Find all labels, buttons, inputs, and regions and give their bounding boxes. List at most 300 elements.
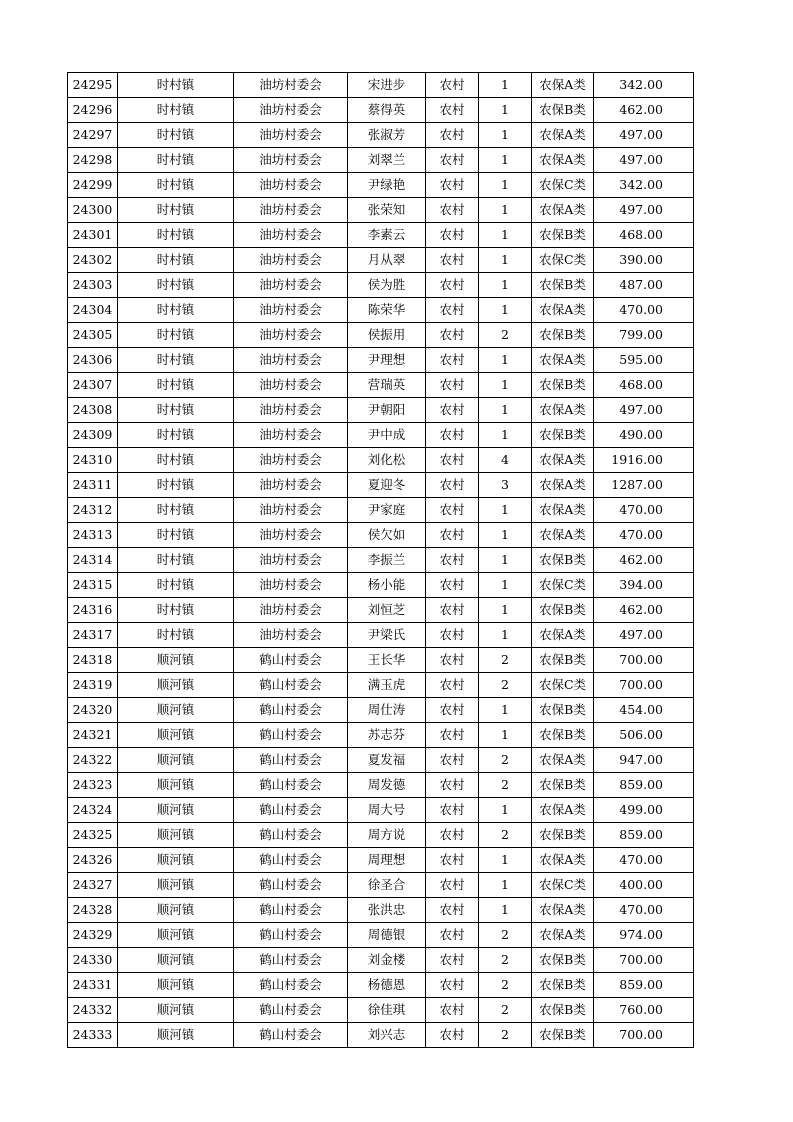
record-id-cell: 24328 <box>68 898 118 923</box>
household-count-cell: 2 <box>479 673 532 698</box>
record-id-cell: 24311 <box>68 473 118 498</box>
household-count-cell: 1 <box>479 698 532 723</box>
village-committee-cell: 鹤山村委会 <box>234 698 348 723</box>
name-cell: 侯为胜 <box>348 273 426 298</box>
town-cell: 时村镇 <box>118 248 234 273</box>
table-row <box>68 898 694 923</box>
town-cell: 时村镇 <box>118 398 234 423</box>
name-cell: 张淑芳 <box>348 123 426 148</box>
household-count-cell: 1 <box>479 623 532 648</box>
record-id-cell: 24326 <box>68 848 118 873</box>
town-cell: 顺河镇 <box>118 823 234 848</box>
area-type-cell: 农村 <box>426 723 479 748</box>
name-cell: 尹理想 <box>348 348 426 373</box>
name-cell: 徐佳琪 <box>348 998 426 1023</box>
amount-cell: 462.00 <box>594 98 694 123</box>
insurance-category-cell: 农保B类 <box>532 723 594 748</box>
area-type-cell: 农村 <box>426 98 479 123</box>
amount-cell: 390.00 <box>594 248 694 273</box>
village-committee-cell: 鹤山村委会 <box>234 1023 348 1048</box>
household-count-cell: 2 <box>479 998 532 1023</box>
area-type-cell: 农村 <box>426 198 479 223</box>
amount-cell: 700.00 <box>594 648 694 673</box>
name-cell: 周方说 <box>348 823 426 848</box>
record-id-cell: 24333 <box>68 1023 118 1048</box>
village-committee-cell: 油坊村委会 <box>234 473 348 498</box>
table-row <box>68 923 694 948</box>
record-id-cell: 24314 <box>68 548 118 573</box>
amount-cell: 1287.00 <box>594 473 694 498</box>
insurance-category-cell: 农保A类 <box>532 898 594 923</box>
village-committee-cell: 油坊村委会 <box>234 273 348 298</box>
household-count-cell: 1 <box>479 898 532 923</box>
name-cell: 张洪忠 <box>348 898 426 923</box>
record-id-cell: 24301 <box>68 223 118 248</box>
name-cell: 杨小能 <box>348 573 426 598</box>
record-id-cell: 24319 <box>68 673 118 698</box>
area-type-cell: 农村 <box>426 398 479 423</box>
town-cell: 顺河镇 <box>118 723 234 748</box>
amount-cell: 700.00 <box>594 673 694 698</box>
insurance-category-cell: 农保A类 <box>532 748 594 773</box>
insurance-category-cell: 农保A类 <box>532 148 594 173</box>
name-cell: 尹绿艳 <box>348 173 426 198</box>
town-cell: 顺河镇 <box>118 748 234 773</box>
table-row <box>68 273 694 298</box>
area-type-cell: 农村 <box>426 448 479 473</box>
insurance-category-cell: 农保B类 <box>532 998 594 1023</box>
amount-cell: 487.00 <box>594 273 694 298</box>
household-count-cell: 1 <box>479 223 532 248</box>
record-id-cell: 24307 <box>68 373 118 398</box>
village-committee-cell: 油坊村委会 <box>234 173 348 198</box>
village-committee-cell: 鹤山村委会 <box>234 973 348 998</box>
village-committee-cell: 油坊村委会 <box>234 448 348 473</box>
name-cell: 尹梁氏 <box>348 623 426 648</box>
village-committee-cell: 鹤山村委会 <box>234 798 348 823</box>
amount-cell: 454.00 <box>594 698 694 723</box>
name-cell: 月从翠 <box>348 248 426 273</box>
record-id-cell: 24306 <box>68 348 118 373</box>
record-id-cell: 24313 <box>68 523 118 548</box>
household-count-cell: 2 <box>479 648 532 673</box>
amount-cell: 394.00 <box>594 573 694 598</box>
town-cell: 顺河镇 <box>118 898 234 923</box>
name-cell: 尹朝阳 <box>348 398 426 423</box>
record-id-cell: 24317 <box>68 623 118 648</box>
village-committee-cell: 油坊村委会 <box>234 198 348 223</box>
amount-cell: 400.00 <box>594 873 694 898</box>
record-id-cell: 24300 <box>68 198 118 223</box>
record-id-cell: 24304 <box>68 298 118 323</box>
amount-cell: 468.00 <box>594 373 694 398</box>
name-cell: 李素云 <box>348 223 426 248</box>
village-committee-cell: 鹤山村委会 <box>234 998 348 1023</box>
records-body <box>68 73 694 1048</box>
record-id-cell: 24331 <box>68 973 118 998</box>
name-cell: 周理想 <box>348 848 426 873</box>
village-committee-cell: 油坊村委会 <box>234 148 348 173</box>
table-row <box>68 98 694 123</box>
table-row <box>68 323 694 348</box>
record-id-cell: 24302 <box>68 248 118 273</box>
amount-cell: 497.00 <box>594 398 694 423</box>
area-type-cell: 农村 <box>426 373 479 398</box>
area-type-cell: 农村 <box>426 923 479 948</box>
household-count-cell: 1 <box>479 873 532 898</box>
table-row <box>68 973 694 998</box>
record-id-cell: 24316 <box>68 598 118 623</box>
village-committee-cell: 鹤山村委会 <box>234 723 348 748</box>
insurance-category-cell: 农保B类 <box>532 648 594 673</box>
household-count-cell: 1 <box>479 298 532 323</box>
village-committee-cell: 油坊村委会 <box>234 573 348 598</box>
village-committee-cell: 油坊村委会 <box>234 598 348 623</box>
insurance-category-cell: 农保A类 <box>532 848 594 873</box>
table-row <box>68 548 694 573</box>
table-row <box>68 473 694 498</box>
record-id-cell: 24295 <box>68 73 118 98</box>
town-cell: 时村镇 <box>118 548 234 573</box>
household-count-cell: 3 <box>479 473 532 498</box>
amount-cell: 470.00 <box>594 298 694 323</box>
name-cell: 刘翠兰 <box>348 148 426 173</box>
insurance-category-cell: 农保A类 <box>532 498 594 523</box>
area-type-cell: 农村 <box>426 273 479 298</box>
household-count-cell: 2 <box>479 973 532 998</box>
record-id-cell: 24329 <box>68 923 118 948</box>
name-cell: 满玉虎 <box>348 673 426 698</box>
town-cell: 时村镇 <box>118 323 234 348</box>
table-row <box>68 523 694 548</box>
village-committee-cell: 鹤山村委会 <box>234 673 348 698</box>
insurance-category-cell: 农保C类 <box>532 673 594 698</box>
table-row <box>68 423 694 448</box>
area-type-cell: 农村 <box>426 873 479 898</box>
table-row <box>68 823 694 848</box>
insurance-category-cell: 农保B类 <box>532 98 594 123</box>
town-cell: 时村镇 <box>118 223 234 248</box>
village-committee-cell: 鹤山村委会 <box>234 823 348 848</box>
town-cell: 顺河镇 <box>118 773 234 798</box>
amount-cell: 700.00 <box>594 948 694 973</box>
household-count-cell: 1 <box>479 123 532 148</box>
amount-cell: 595.00 <box>594 348 694 373</box>
name-cell: 王长华 <box>348 648 426 673</box>
table-row <box>68 573 694 598</box>
town-cell: 时村镇 <box>118 473 234 498</box>
village-committee-cell: 油坊村委会 <box>234 373 348 398</box>
amount-cell: 1916.00 <box>594 448 694 473</box>
household-count-cell: 1 <box>479 148 532 173</box>
insurance-category-cell: 农保A类 <box>532 798 594 823</box>
insurance-category-cell: 农保B类 <box>532 548 594 573</box>
insurance-category-cell: 农保B类 <box>532 323 594 348</box>
insurance-category-cell: 农保A类 <box>532 923 594 948</box>
area-type-cell: 农村 <box>426 573 479 598</box>
record-id-cell: 24299 <box>68 173 118 198</box>
table-row <box>68 223 694 248</box>
household-count-cell: 1 <box>479 548 532 573</box>
household-count-cell: 1 <box>479 498 532 523</box>
insurance-category-cell: 农保B类 <box>532 1023 594 1048</box>
town-cell: 时村镇 <box>118 623 234 648</box>
town-cell: 时村镇 <box>118 198 234 223</box>
table-row <box>68 723 694 748</box>
household-count-cell: 1 <box>479 423 532 448</box>
name-cell: 宋进步 <box>348 73 426 98</box>
town-cell: 时村镇 <box>118 573 234 598</box>
name-cell: 周大号 <box>348 798 426 823</box>
record-id-cell: 24310 <box>68 448 118 473</box>
record-id-cell: 24297 <box>68 123 118 148</box>
insurance-category-cell: 农保A类 <box>532 123 594 148</box>
village-committee-cell: 油坊村委会 <box>234 498 348 523</box>
amount-cell: 700.00 <box>594 1023 694 1048</box>
table-row <box>68 673 694 698</box>
town-cell: 时村镇 <box>118 598 234 623</box>
table-row <box>68 698 694 723</box>
table-row <box>68 648 694 673</box>
insurance-category-cell: 农保A类 <box>532 348 594 373</box>
record-id-cell: 24325 <box>68 823 118 848</box>
village-committee-cell: 油坊村委会 <box>234 123 348 148</box>
household-count-cell: 1 <box>479 173 532 198</box>
record-id-cell: 24303 <box>68 273 118 298</box>
household-count-cell: 1 <box>479 348 532 373</box>
household-count-cell: 2 <box>479 748 532 773</box>
town-cell: 时村镇 <box>118 298 234 323</box>
household-count-cell: 1 <box>479 73 532 98</box>
village-committee-cell: 油坊村委会 <box>234 248 348 273</box>
town-cell: 顺河镇 <box>118 998 234 1023</box>
area-type-cell: 农村 <box>426 698 479 723</box>
household-count-cell: 1 <box>479 398 532 423</box>
area-type-cell: 农村 <box>426 748 479 773</box>
record-id-cell: 24312 <box>68 498 118 523</box>
amount-cell: 468.00 <box>594 223 694 248</box>
area-type-cell: 农村 <box>426 623 479 648</box>
amount-cell: 799.00 <box>594 323 694 348</box>
table-row <box>68 873 694 898</box>
village-committee-cell: 鹤山村委会 <box>234 948 348 973</box>
amount-cell: 947.00 <box>594 748 694 773</box>
amount-cell: 470.00 <box>594 898 694 923</box>
town-cell: 顺河镇 <box>118 1023 234 1048</box>
record-id-cell: 24315 <box>68 573 118 598</box>
village-committee-cell: 鹤山村委会 <box>234 773 348 798</box>
amount-cell: 497.00 <box>594 623 694 648</box>
household-count-cell: 1 <box>479 248 532 273</box>
area-type-cell: 农村 <box>426 673 479 698</box>
area-type-cell: 农村 <box>426 598 479 623</box>
household-count-cell: 1 <box>479 848 532 873</box>
town-cell: 时村镇 <box>118 123 234 148</box>
town-cell: 顺河镇 <box>118 873 234 898</box>
town-cell: 顺河镇 <box>118 848 234 873</box>
records-table <box>67 72 694 1048</box>
record-id-cell: 24298 <box>68 148 118 173</box>
amount-cell: 490.00 <box>594 423 694 448</box>
area-type-cell: 农村 <box>426 998 479 1023</box>
name-cell: 刘恒芝 <box>348 598 426 623</box>
village-committee-cell: 油坊村委会 <box>234 223 348 248</box>
area-type-cell: 农村 <box>426 223 479 248</box>
table-row <box>68 948 694 973</box>
insurance-category-cell: 农保A类 <box>532 398 594 423</box>
insurance-category-cell: 农保B类 <box>532 598 594 623</box>
town-cell: 顺河镇 <box>118 923 234 948</box>
village-committee-cell: 鹤山村委会 <box>234 648 348 673</box>
record-id-cell: 24327 <box>68 873 118 898</box>
amount-cell: 497.00 <box>594 148 694 173</box>
table-row <box>68 348 694 373</box>
amount-cell: 342.00 <box>594 73 694 98</box>
insurance-category-cell: 农保C类 <box>532 248 594 273</box>
insurance-category-cell: 农保B类 <box>532 698 594 723</box>
village-committee-cell: 油坊村委会 <box>234 523 348 548</box>
household-count-cell: 1 <box>479 373 532 398</box>
name-cell: 周发德 <box>348 773 426 798</box>
name-cell: 刘金楼 <box>348 948 426 973</box>
amount-cell: 506.00 <box>594 723 694 748</box>
amount-cell: 974.00 <box>594 923 694 948</box>
record-id-cell: 24332 <box>68 998 118 1023</box>
name-cell: 侯振用 <box>348 323 426 348</box>
record-id-cell: 24321 <box>68 723 118 748</box>
village-committee-cell: 鹤山村委会 <box>234 748 348 773</box>
record-id-cell: 24324 <box>68 798 118 823</box>
name-cell: 夏发福 <box>348 748 426 773</box>
insurance-category-cell: 农保C类 <box>532 573 594 598</box>
insurance-category-cell: 农保A类 <box>532 623 594 648</box>
record-id-cell: 24320 <box>68 698 118 723</box>
insurance-category-cell: 农保A类 <box>532 523 594 548</box>
insurance-category-cell: 农保B类 <box>532 273 594 298</box>
record-id-cell: 24323 <box>68 773 118 798</box>
name-cell: 刘兴志 <box>348 1023 426 1048</box>
area-type-cell: 农村 <box>426 148 479 173</box>
area-type-cell: 农村 <box>426 1023 479 1048</box>
village-committee-cell: 鹤山村委会 <box>234 923 348 948</box>
name-cell: 徐圣合 <box>348 873 426 898</box>
record-id-cell: 24330 <box>68 948 118 973</box>
table-row <box>68 123 694 148</box>
table-row <box>68 173 694 198</box>
village-committee-cell: 鹤山村委会 <box>234 848 348 873</box>
amount-cell: 859.00 <box>594 773 694 798</box>
insurance-category-cell: 农保A类 <box>532 448 594 473</box>
area-type-cell: 农村 <box>426 898 479 923</box>
village-committee-cell: 油坊村委会 <box>234 298 348 323</box>
name-cell: 夏迎冬 <box>348 473 426 498</box>
amount-cell: 462.00 <box>594 548 694 573</box>
area-type-cell: 农村 <box>426 498 479 523</box>
area-type-cell: 农村 <box>426 323 479 348</box>
table-row <box>68 623 694 648</box>
name-cell: 尹家庭 <box>348 498 426 523</box>
area-type-cell: 农村 <box>426 548 479 573</box>
record-id-cell: 24318 <box>68 648 118 673</box>
amount-cell: 470.00 <box>594 848 694 873</box>
table-row <box>68 198 694 223</box>
record-id-cell: 24308 <box>68 398 118 423</box>
table-row <box>68 398 694 423</box>
amount-cell: 859.00 <box>594 973 694 998</box>
amount-cell: 470.00 <box>594 498 694 523</box>
insurance-category-cell: 农保A类 <box>532 73 594 98</box>
insurance-category-cell: 农保A类 <box>532 198 594 223</box>
household-count-cell: 2 <box>479 948 532 973</box>
insurance-category-cell: 农保B类 <box>532 223 594 248</box>
insurance-category-cell: 农保C类 <box>532 873 594 898</box>
insurance-category-cell: 农保B类 <box>532 973 594 998</box>
town-cell: 时村镇 <box>118 273 234 298</box>
name-cell: 陈荣华 <box>348 298 426 323</box>
town-cell: 时村镇 <box>118 423 234 448</box>
town-cell: 顺河镇 <box>118 798 234 823</box>
town-cell: 时村镇 <box>118 173 234 198</box>
insurance-category-cell: 农保A类 <box>532 473 594 498</box>
name-cell: 蔡得英 <box>348 98 426 123</box>
table-row <box>68 448 694 473</box>
household-count-cell: 1 <box>479 273 532 298</box>
amount-cell: 859.00 <box>594 823 694 848</box>
name-cell: 李振兰 <box>348 548 426 573</box>
area-type-cell: 农村 <box>426 248 479 273</box>
area-type-cell: 农村 <box>426 348 479 373</box>
table-row <box>68 773 694 798</box>
area-type-cell: 农村 <box>426 648 479 673</box>
area-type-cell: 农村 <box>426 973 479 998</box>
name-cell: 杨德恩 <box>348 973 426 998</box>
table-row <box>68 298 694 323</box>
village-committee-cell: 油坊村委会 <box>234 548 348 573</box>
household-count-cell: 1 <box>479 198 532 223</box>
area-type-cell: 农村 <box>426 798 479 823</box>
name-cell: 苏志芬 <box>348 723 426 748</box>
amount-cell: 497.00 <box>594 198 694 223</box>
village-committee-cell: 油坊村委会 <box>234 623 348 648</box>
area-type-cell: 农村 <box>426 298 479 323</box>
village-committee-cell: 鹤山村委会 <box>234 873 348 898</box>
name-cell: 侯欠如 <box>348 523 426 548</box>
amount-cell: 760.00 <box>594 998 694 1023</box>
area-type-cell: 农村 <box>426 848 479 873</box>
insurance-category-cell: 农保B类 <box>532 948 594 973</box>
name-cell: 周仕涛 <box>348 698 426 723</box>
village-committee-cell: 油坊村委会 <box>234 73 348 98</box>
area-type-cell: 农村 <box>426 948 479 973</box>
town-cell: 时村镇 <box>118 373 234 398</box>
area-type-cell: 农村 <box>426 473 479 498</box>
village-committee-cell: 油坊村委会 <box>234 323 348 348</box>
area-type-cell: 农村 <box>426 173 479 198</box>
name-cell: 张荣知 <box>348 198 426 223</box>
area-type-cell: 农村 <box>426 123 479 148</box>
household-count-cell: 1 <box>479 723 532 748</box>
town-cell: 顺河镇 <box>118 948 234 973</box>
table-row <box>68 798 694 823</box>
household-count-cell: 1 <box>479 98 532 123</box>
name-cell: 刘化松 <box>348 448 426 473</box>
table-row <box>68 598 694 623</box>
name-cell: 尹中成 <box>348 423 426 448</box>
area-type-cell: 农村 <box>426 523 479 548</box>
town-cell: 顺河镇 <box>118 698 234 723</box>
record-id-cell: 24309 <box>68 423 118 448</box>
town-cell: 时村镇 <box>118 73 234 98</box>
